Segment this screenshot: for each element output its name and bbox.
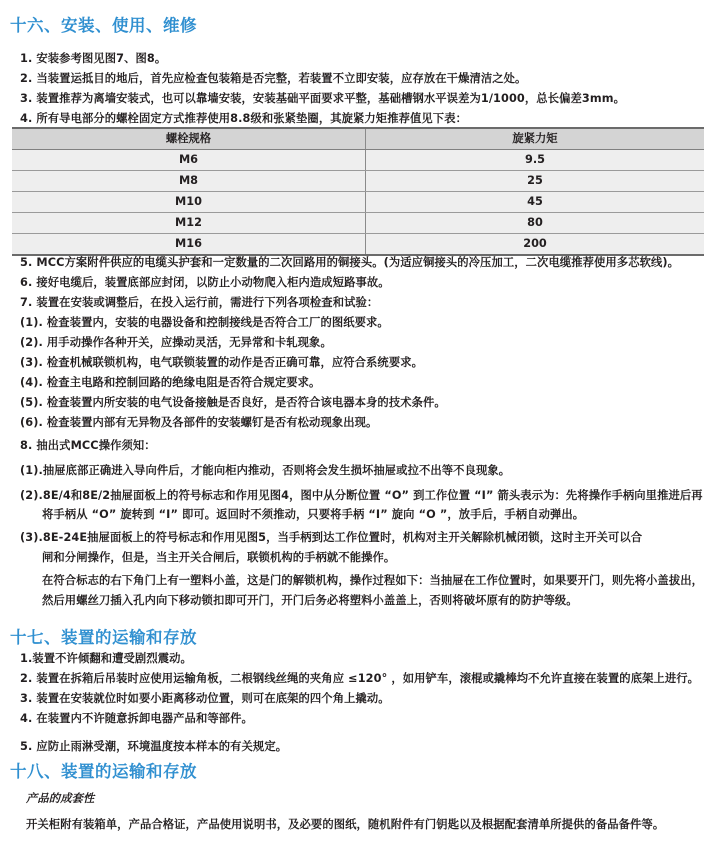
section17-item-5: 5. 应防止雨淋受潮，环境温度按本样本的有关规定。 <box>20 740 288 753</box>
section16-item-8-3: (3).8E-24E抽屉面板上的符号标志和作用见图5，当手柄到达工作位置时，机构对主开关解除机械闭锁，这时主开关可以合 <box>20 531 643 544</box>
section16-item-3: 3. 装置推荐为离墙安装式，也可以靠墙安装，安装基础平面要求平整，基础槽钢水平误差为1/1000，总长偏差3mm。 <box>20 92 625 105</box>
section17-item-1: 1.装置不许倾翻和遭受剧烈震动。 <box>20 652 192 665</box>
cell-bolt-spec: M8 <box>12 171 366 192</box>
table-row <box>12 171 704 192</box>
torque-table <box>12 127 704 256</box>
section16-item-8-1: (1).抽屉底部正确进入导向件后，才能向柜内推动，否则将会发生损坏抽屉或拉不出等不良现象。 <box>20 464 511 477</box>
section17-item-2: 2. 装置在拆箱后吊装时应使用运输角板，二根钢线丝绳的夹角应 ≤120° ，如用铲车，滚棍或撬棒均不允许直接在装置的底架上进行。 <box>20 672 700 685</box>
table-row <box>12 192 704 213</box>
section17-item-3: 3. 装置在安装就位时如要小距离移动位置，则可在底架的四个角上撬动。 <box>20 692 390 705</box>
cell-bolt-spec: M6 <box>12 150 366 171</box>
section16-item-1: 1. 安装参考图见图7、图8。 <box>20 52 167 65</box>
section16-item-7: 7. 装置在安装或调整后，在投入运行前，需进行下列各项检查和试验： <box>20 296 379 309</box>
cell-torque: 200 <box>366 234 705 256</box>
section16-item-5: 5. MCC方案附件供应的电缆头护套和一定数量的二次回路用的铜接头。(为适应铜接头的冷压加工，二次电缆推荐使用多芯软线)。 <box>20 256 680 269</box>
cell-bolt-spec: M10 <box>12 192 366 213</box>
cell-bolt-spec: M12 <box>12 213 366 234</box>
section17-item-4: 4. 在装置内不许随意拆卸电器产品和等部件。 <box>20 712 253 725</box>
table-head <box>12 128 704 150</box>
section16-item-7-5: (5). 检查装置内所安装的电气设备接触是否良好，是否符合该电器本身的技术条件。 <box>20 396 446 409</box>
table-row <box>12 234 704 256</box>
table-header-bolt-spec: 螺栓规格 <box>12 128 366 150</box>
section16-item-8-2-cont: 将手柄从 “O” 旋转到 “I” 即可。返回时不须推动，只要将手柄 “I” 旋向 “O ”，放手后，手柄自动弹出。 <box>42 508 585 521</box>
section16-item-8: 8. 抽出式MCC操作须知： <box>20 439 156 452</box>
cell-torque: 25 <box>366 171 705 192</box>
section18-subheading: 产品的成套性 <box>26 792 95 805</box>
section16-item-7-1: (1). 检查装置内，安装的电器设备和控制接线是否符合工厂的图纸要求。 <box>20 316 389 329</box>
section16-item-7-3: (3). 检查机械联锁机构，电气联锁装置的动作是否正确可靠，应符合系统要求。 <box>20 356 424 369</box>
table-header-row <box>12 128 704 150</box>
section16-item-7-6: (6). 检查装置内部有无异物及各部件的安装螺钉是否有松动现象出现。 <box>20 416 378 429</box>
table-header-torque: 旋紧力矩 <box>366 128 705 150</box>
section18-body-line: 开关柜附有装箱单，产品合格证，产品使用说明书，及必要的图纸，随机附件有门钥匙以及根据配套清单所提供的备品备件等。 <box>26 818 665 831</box>
section16-item-7-4: (4). 检查主电路和控制回路的绝缘电阻是否符合规定要求。 <box>20 376 321 389</box>
section16-item-4: 4. 所有导电部分的螺栓固定方式推荐使用8.8级和张紧垫圈，其旋紧力矩推荐值见下表： <box>20 112 467 125</box>
section16-item-8-2: (2).8E/4和8E/2抽屉面板上的符号标志和作用见图4，图中从分断位置 “O” 到工作位置 “I” 箭头表示为：先将操作手柄向里推进后再 <box>20 489 703 502</box>
section-heading-16: 十六、安装、使用、维修 <box>10 16 197 35</box>
section16-item-6: 6. 接好电缆后，装置底部应封闭，以防止小动物爬入柜内造成短路事故。 <box>20 276 390 289</box>
table-body <box>12 150 704 256</box>
section-heading-18: 十八、装置的运输和存放 <box>10 762 197 781</box>
cell-bolt-spec: M16 <box>12 234 366 256</box>
section16-item-8-note-2: 然后用螺丝刀插入孔内向下移动锁扣即可开门，开门后务必将塑料小盖盖上，否则将破坏原有的防护等级。 <box>42 594 578 607</box>
section16-item-8-note-1: 在符合标志的右下角门上有一塑料小盖，这是门的解锁机构，操作过程如下：当抽屉在工作位置时，如果要开门，则先将小盖拔出， <box>42 574 704 587</box>
section-heading-17: 十七、装置的运输和存放 <box>10 628 197 647</box>
cell-torque: 80 <box>366 213 705 234</box>
cell-torque: 45 <box>366 192 705 213</box>
section16-item-8-3-cont: 闸和分闸操作，但是，当主开关合闸后，联锁机构的手柄就不能操作。 <box>42 551 396 564</box>
table-row <box>12 150 704 171</box>
cell-torque: 9.5 <box>366 150 705 171</box>
table-row <box>12 213 704 234</box>
section16-item-7-2: (2). 用手动操作各种开关，应操动灵活，无异常和卡轧现象。 <box>20 336 332 349</box>
section16-item-2: 2. 当装置运抵目的地后，首先应检查包装箱是否完整，若装置不立即安装，应存放在干燥清洁之处。 <box>20 72 527 85</box>
